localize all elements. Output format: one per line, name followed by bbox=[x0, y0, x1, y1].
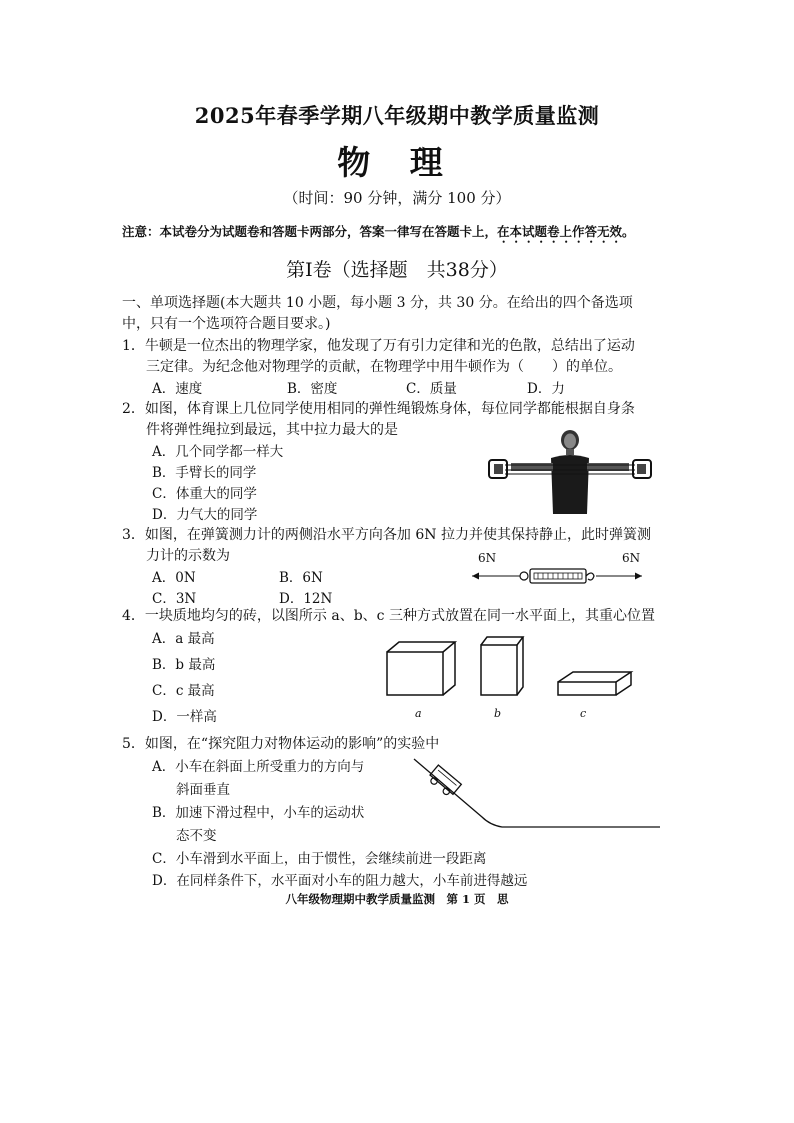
q2-option-d[interactable]: D．力气大的同学 bbox=[152, 507, 258, 523]
q3-option-a[interactable]: A．0N bbox=[152, 570, 196, 586]
q2-option-c[interactable]: C．体重大的同学 bbox=[152, 486, 257, 502]
q5-figure-cart-on-incline bbox=[412, 755, 664, 835]
q3-right-force-label: 6N bbox=[622, 551, 641, 565]
section-title: 第Ⅰ卷（选择题 共38分） bbox=[286, 259, 508, 281]
q4-label-b: b bbox=[494, 707, 502, 720]
exam-title: 2025年春季学期八年级期中教学质量监测 bbox=[194, 103, 600, 128]
q2-option-b[interactable]: B．手臂长的同学 bbox=[152, 465, 257, 481]
q5-option-c[interactable]: C．小车滑到水平面上，由于惯性，会继续前进一段距离 bbox=[152, 851, 487, 867]
q1-option-c[interactable]: C．质量 bbox=[406, 381, 457, 397]
q5-option-a-line2[interactable]: 斜面垂直 bbox=[176, 782, 230, 798]
q1-option-d[interactable]: D．力 bbox=[527, 381, 565, 397]
q3-option-d[interactable]: D．12N bbox=[279, 591, 333, 607]
q3-stem-line1: 3．如图，在弹簧测力计的两侧沿水平方向各加 6N 拉力并使其保持静止，此时弹簧测 bbox=[122, 527, 651, 543]
q2-stem-line2: 件将弹性绳拉到最远，其中拉力最大的是 bbox=[146, 422, 398, 438]
q2-option-a[interactable]: A．几个同学都一样大 bbox=[152, 444, 284, 460]
q3-option-b[interactable]: B．6N bbox=[279, 570, 323, 586]
q4-option-d[interactable]: D．一样高 bbox=[152, 709, 217, 725]
q4-figure-bricks bbox=[380, 632, 640, 700]
q5-option-b-line2[interactable]: 态不变 bbox=[176, 828, 217, 844]
q1-stem-line1: 1．牛顿是一位杰出的物理学家，他发现了万有引力定律和光的色散，总结出了运动 bbox=[122, 338, 635, 354]
q2-figure-person-with-elastic-rope bbox=[485, 430, 655, 514]
q3-option-c[interactable]: C．3N bbox=[152, 591, 197, 607]
q1-stem-line2: 三定律。为纪念他对物理学的贡献，在物理学中用牛顿作为（ ）的单位。 bbox=[146, 359, 622, 375]
section-instruction-line1: 一、单项选择题(本大题共 10 小题，每小题 3 分，共 30 分。在给出的四个备选项 bbox=[122, 295, 633, 311]
q5-option-a-line1[interactable]: A．小车在斜面上所受重力的方向与 bbox=[152, 759, 365, 775]
q4-option-c[interactable]: C．c 最高 bbox=[152, 683, 215, 699]
q1-option-b[interactable]: B．密度 bbox=[287, 381, 338, 397]
time-info: （时间：90 分钟，满分 100 分） bbox=[283, 189, 511, 207]
q4-label-a: a bbox=[415, 707, 422, 720]
q5-option-b-line1[interactable]: B．加速下滑过程中，小车的运动状 bbox=[152, 805, 365, 821]
q4-option-a[interactable]: A．a 最高 bbox=[152, 631, 215, 647]
q4-stem-line1: 4．一块质地均匀的砖，以图所示 a、b、c 三种方式放置在同一水平面上，其重心位置 bbox=[122, 608, 655, 624]
q4-option-b[interactable]: B．b 最高 bbox=[152, 657, 216, 673]
q3-stem-line2: 力计的示数为 bbox=[146, 548, 230, 564]
subject-title: 物 理 bbox=[337, 143, 457, 182]
q2-stem-line1: 2．如图，体育课上几位同学使用相同的弹性绳锻炼身体，每位同学都能根据自身条 bbox=[122, 401, 635, 417]
note-prefix: 注意：本试卷分为试题卷和答题卡两部分，答案一律写在答题卡上， bbox=[122, 224, 498, 239]
q1-option-a[interactable]: A．速度 bbox=[152, 381, 203, 397]
note-emphasis: 在本试题卷上作答无效 bbox=[497, 224, 623, 239]
page-footer: 八年级物理期中教学质量监测 第 1 页 思 bbox=[285, 892, 509, 906]
q5-option-d[interactable]: D．在同样条件下，水平面对小车的阻力越大，小车前进得越远 bbox=[152, 873, 528, 889]
q5-stem-line1: 5．如图，在“探究阻力对物体运动的影响”的实验中 bbox=[122, 736, 440, 752]
section-instruction-line2: 中，只有一个选项符合题目要求。) bbox=[122, 316, 331, 332]
q3-left-force-label: 6N bbox=[478, 551, 497, 565]
q4-label-c: c bbox=[580, 707, 587, 720]
exam-note bbox=[122, 222, 635, 246]
note-suffix: 。 bbox=[622, 224, 635, 239]
